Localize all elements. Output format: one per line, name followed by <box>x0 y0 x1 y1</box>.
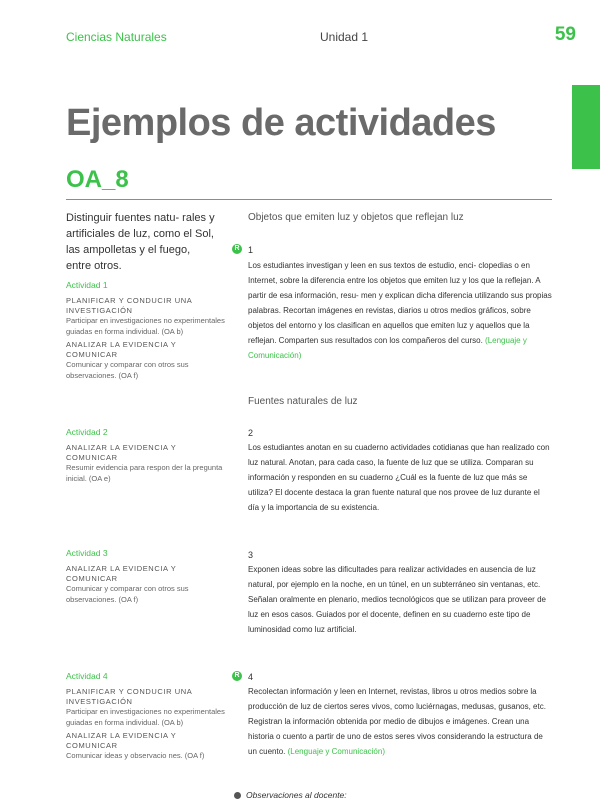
subject-link[interactable]: (Lenguaje y Comunicación) <box>287 747 385 756</box>
skill-heading: PLANIFICAR Y CONDUCIR UNA INVESTIGACIÓN <box>66 687 192 706</box>
activity-3-text: Exponen ideas sobre las dificultades para realizar actividades en ausencia de luz natural, por ejemplo en la noche, en un túnel, en un subterráneo sin ventanas, etc. Señalan oralmente en plenario, medios tecnológicos que se utilizan para proveer de luz en esos casos. Guiados por el docente, definen en su cuaderno este tipo de luminosidad como luz artificial. <box>248 565 546 634</box>
header-subject: Ciencias Naturales <box>66 30 167 44</box>
skill-description: Participar en investigaciones no experimentales guiadas en forma individual. (OA b) <box>66 707 225 727</box>
activity-number: 4 <box>248 672 254 682</box>
section-heading: Fuentes naturales de luz <box>248 396 358 407</box>
activity-2-text: Los estudiantes anotan en su cuaderno actividades cotidianas que han realizado con luz natural. Anotan, para cada caso, la fuente de luz que se utiliza. Comparan su información y responden en su cuaderno ¿Cuál es la fuente de luz que más se utiliza? El docente destaca la gran fuente natural que nos provee de luz durante el día y la importancia de su existencia. <box>248 443 550 512</box>
activity-label: Actividad 1 <box>66 280 108 290</box>
side-tab <box>572 85 600 169</box>
activity-number: 2 <box>248 428 254 438</box>
header-unit: Unidad 1 <box>320 30 369 44</box>
activity-4-text <box>248 684 552 759</box>
teacher-note <box>234 790 347 800</box>
activity-4-sidebar <box>66 671 226 765</box>
skill-heading: ANALIZAR LA EVIDENCIA Y COMUNICAR <box>66 340 177 359</box>
r-badge-icon: R <box>232 244 242 254</box>
r-badge-icon: R <box>232 671 242 681</box>
activity-number: 3 <box>248 550 254 560</box>
section-heading: Objetos que emiten luz y objetos que reflejan luz <box>248 212 464 223</box>
skill-description: Resumir evidencia para respon der la pregunta inicial. (OA e) <box>66 463 223 483</box>
bullet-icon <box>234 792 241 799</box>
skill-heading: ANALIZAR LA EVIDENCIA Y COMUNICAR <box>66 564 177 583</box>
teacher-note-label: Observaciones al docente: <box>246 790 347 800</box>
activity-label: Actividad 2 <box>66 427 108 437</box>
subject-link[interactable]: (Lenguaje y Comunicación) <box>248 336 527 360</box>
activity-1-sidebar <box>66 280 226 384</box>
skill-heading: ANALIZAR LA EVIDENCIA Y COMUNICAR <box>66 731 177 750</box>
page-number: 59 <box>554 24 576 45</box>
activity-label: Actividad 4 <box>66 671 108 681</box>
skill-description: Comunicar ideas y observacio nes. (OA f) <box>66 751 205 760</box>
activity-2-sidebar <box>66 427 226 487</box>
divider <box>66 199 552 200</box>
objective-text: Distinguir fuentes natu- rales y artificiales de luz, como el Sol, las ampolletas y el fuego, entre otros. <box>66 212 215 272</box>
activity-body: Recolectan información y leen en Internet, revistas, libros u otros medios sobre la producción de luz de ciertos seres vivos, como luciérnagas, medusas, gusanos, etc. Registran la información obtenida por medio de dibujos e imágenes. Crean una historia o cuento a partir de uno de estos seres vivos considerando la estructura de un cuento. <box>248 687 546 756</box>
oa-code: OA_8 <box>66 166 129 193</box>
activity-1-text <box>248 258 552 363</box>
skill-description: Comunicar y comparar con otros sus observaciones. (OA f) <box>66 584 189 604</box>
activity-3-sidebar <box>66 548 226 608</box>
page-title: Ejemplos de actividades <box>66 102 496 144</box>
skill-description: Comunicar y comparar con otros sus observaciones. (OA f) <box>66 360 189 380</box>
page-header <box>66 26 576 46</box>
activity-label: Actividad 3 <box>66 548 108 558</box>
activity-body: Los estudiantes investigan y leen en sus textos de estudio, enci- clopedias o en Internet, sobre la diferencia entre los objetos que emiten luz y los que la reflejan. A partir de esa información, resu- men y explican dicha diferencia utilizando sus propias palabras. Recortan imágenes en revistas, diarios u otros medios gráficos, sobre objetos del entorno y los clasifican en aquellos que emiten luz y aquellos que la reflejan. Comparten sus resultados con los compañeros del curso. <box>248 261 552 345</box>
skill-heading: PLANIFICAR Y CONDUCIR UNA INVESTIGACIÓN <box>66 296 192 315</box>
activity-number: 1 <box>248 245 254 255</box>
skill-description: Participar en investigaciones no experimentales guiadas en forma individual. (OA b) <box>66 316 225 336</box>
skill-heading: ANALIZAR LA EVIDENCIA Y COMUNICAR <box>66 443 177 462</box>
